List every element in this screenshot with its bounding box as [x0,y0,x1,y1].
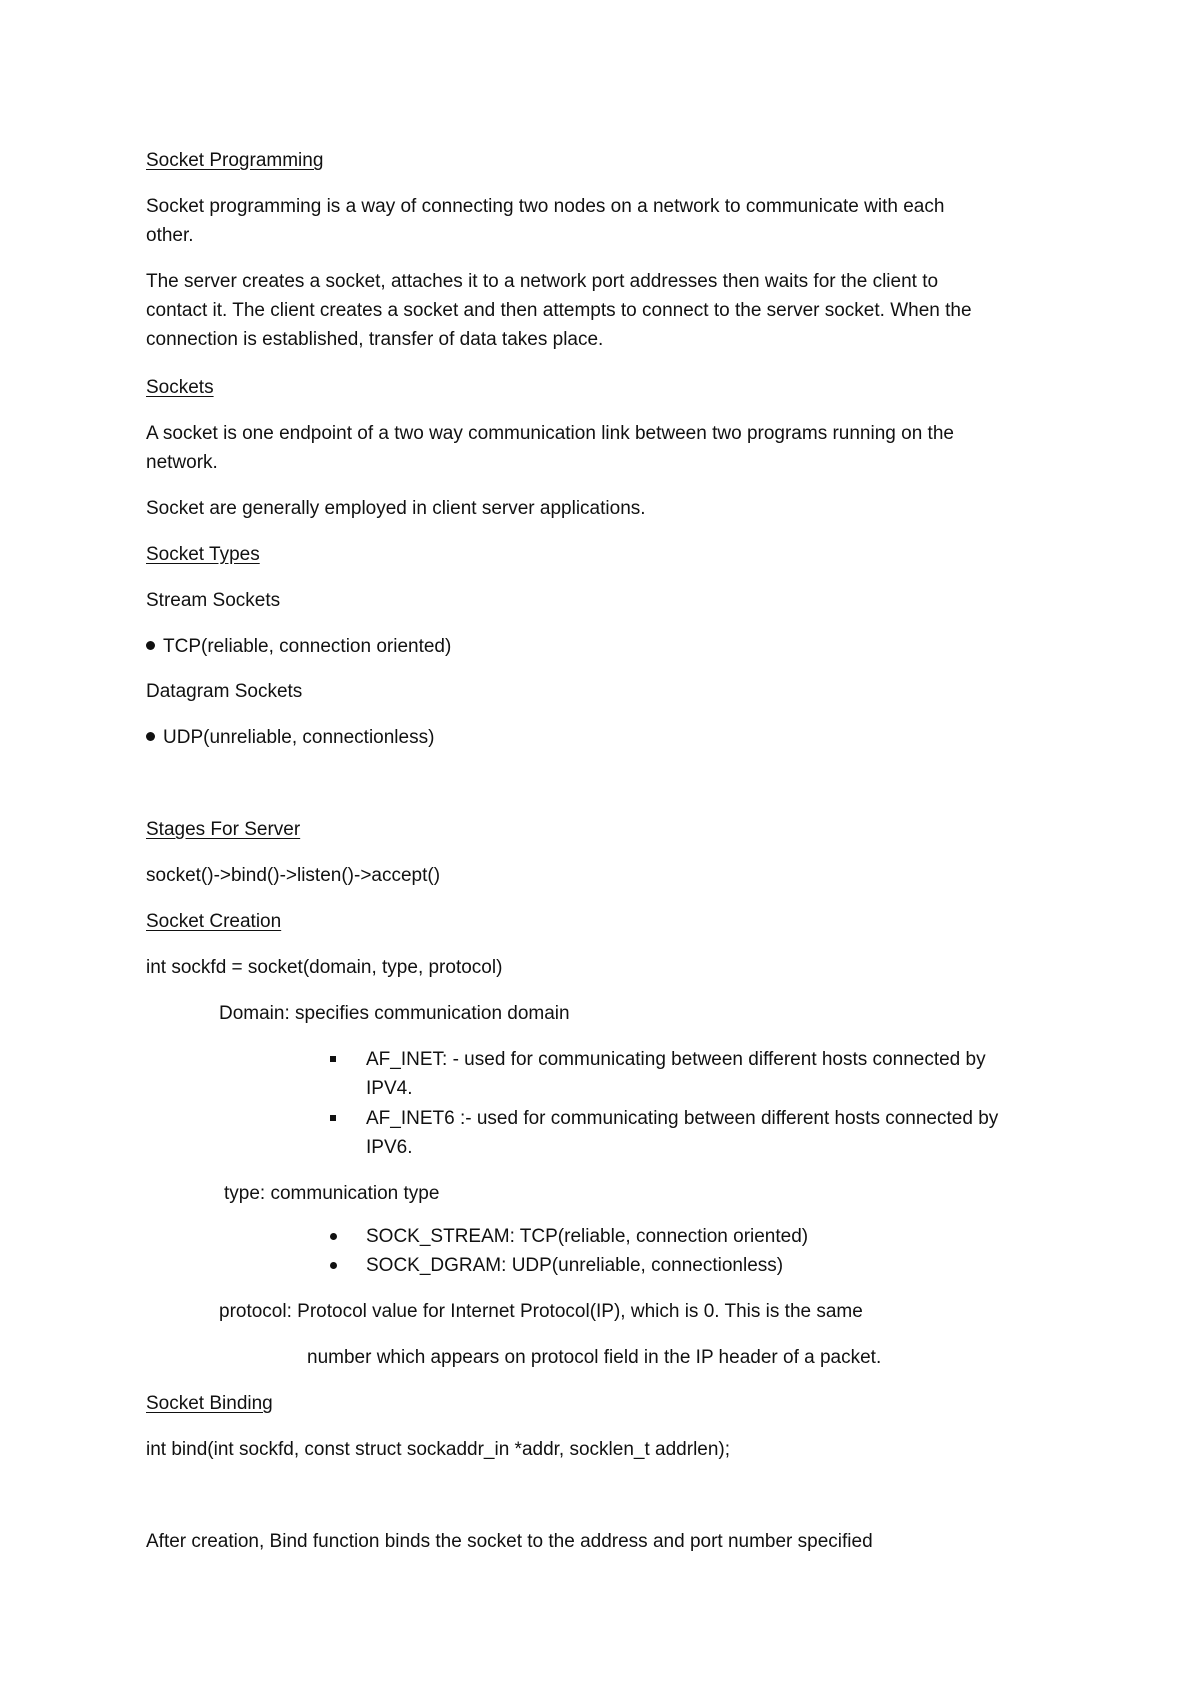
round-bullet-icon [330,1262,337,1269]
page-title: Socket Programming [146,150,324,171]
bullet-icon [146,732,155,741]
creation-heading: Socket Creation [146,911,282,932]
sockets-usage: Socket are generally employed in client server applications. [146,498,646,519]
type-item-2: SOCK_DGRAM: UDP(unreliable, connectionless) [366,1255,784,1276]
stream-label: Stream Sockets [146,590,281,611]
intro-line-1: Socket programming is a way of connecting two nodes on a network to communicate with each [146,196,945,217]
types-heading: Socket Types [146,544,260,565]
stream-bullet-item [146,632,451,661]
domain-label: Domain: specifies communication domain [219,1003,570,1024]
round-bullet-icon [330,1233,337,1240]
datagram-bullet-item [146,723,434,752]
protocol-line-2: number which appears on protocol field in the IP header of a packet. [307,1347,882,1368]
stages-heading: Stages For Server [146,819,301,840]
server-para-line-2: contact it. The client creates a socket and then attempts to connect to the server socket. When the [146,300,972,321]
after-creation-text: After creation, Bind function binds the socket to the address and port number specified [146,1531,873,1552]
domain-item-1-line-1: AF_INET: - used for communicating between different hosts connected by [366,1049,986,1070]
sockets-heading: Sockets [146,377,214,398]
creation-code: int sockfd = socket(domain, type, protocol) [146,957,503,978]
intro-line-2: other. [146,225,194,246]
datagram-bullet-text: UDP(unreliable, connectionless) [163,727,435,748]
server-para-line-1: The server creates a socket, attaches it to a network port addresses then waits for the client to [146,271,939,292]
type-label: type: communication type [224,1183,440,1204]
protocol-line-1: protocol: Protocol value for Internet Protocol(IP), which is 0. This is the same [219,1301,863,1322]
domain-item-2-line-1: AF_INET6 :- used for communicating between different hosts connected by [366,1108,999,1129]
datagram-label: Datagram Sockets [146,681,303,702]
stream-bullet-text: TCP(reliable, connection oriented) [163,636,452,657]
server-para-line-3: connection is established, transfer of data takes place. [146,329,604,350]
type-item-1: SOCK_STREAM: TCP(reliable, connection oriented) [366,1226,809,1247]
sockets-para-line-2: network. [146,452,218,473]
square-bullet-icon [330,1056,336,1062]
sockets-para-line-1: A socket is one endpoint of a two way communication link between two programs running on the [146,423,954,444]
bullet-icon [146,641,155,650]
stages-text: socket()->bind()->listen()->accept() [146,865,441,886]
square-bullet-icon [330,1115,336,1121]
domain-item-1-line-2: IPV4. [366,1078,413,1099]
binding-heading: Socket Binding [146,1393,273,1414]
domain-item-2-line-2: IPV6. [366,1137,413,1158]
binding-code: int bind(int sockfd, const struct sockaddr_in *addr, socklen_t addrlen); [146,1439,731,1460]
